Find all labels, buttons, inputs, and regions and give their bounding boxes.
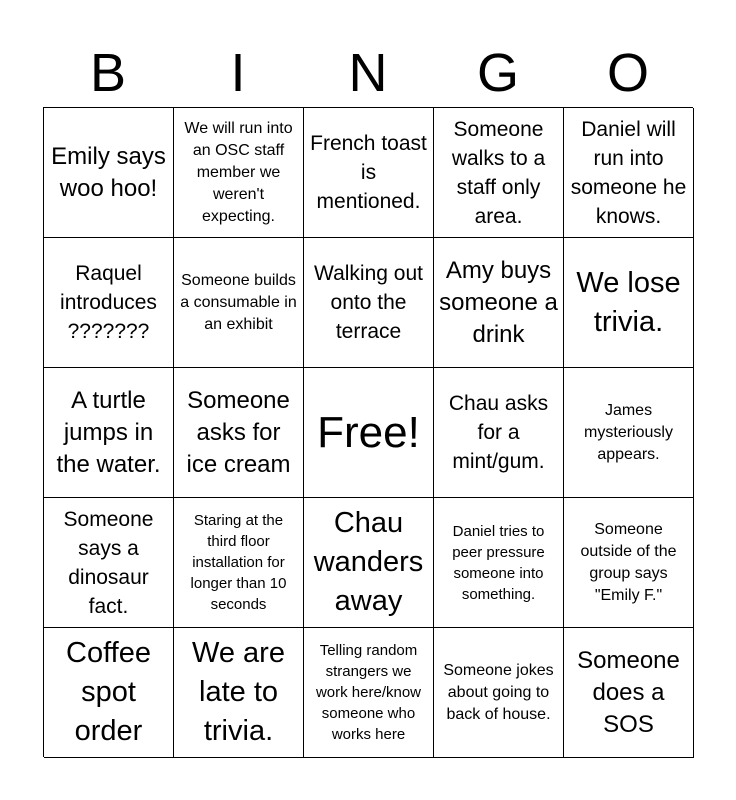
bingo-cell[interactable] (304, 238, 434, 368)
cell-text: Daniel tries to peer pressure someone into something. (452, 522, 545, 603)
cell-text: Someone outside of the group says "Emily F." (580, 520, 677, 604)
header-letter-b: B (89, 43, 127, 103)
cell-text: Someone says a dinosaur fact. (63, 507, 154, 618)
bingo-cell[interactable] (44, 368, 174, 498)
cell-text: French toast is mentioned. (310, 132, 427, 213)
cell-text: Amy buys someone a drink (439, 256, 558, 348)
bingo-cell[interactable] (44, 498, 174, 628)
bingo-cell[interactable] (304, 498, 434, 628)
free-space-text: Free! (317, 407, 420, 457)
free-space-cell[interactable] (304, 368, 434, 498)
cell-text: Daniel will run into someone he knows. (570, 117, 687, 228)
cell-text: A turtle jumps in the water. (56, 386, 161, 478)
bingo-cell[interactable] (564, 498, 694, 628)
bingo-cell[interactable] (44, 108, 174, 238)
bingo-cell[interactable] (564, 108, 694, 238)
cell-text: Chau wanders away (313, 507, 424, 617)
bingo-cell[interactable] (304, 628, 434, 758)
header-letter-o: O (606, 43, 649, 103)
bingo-cell[interactable] (174, 498, 304, 628)
cell-text: We will run into an OSC staff member we weren't expecting. (184, 119, 293, 225)
bingo-cell[interactable] (174, 238, 304, 368)
header-letter-g: G (476, 43, 519, 103)
bingo-cell[interactable] (44, 628, 174, 758)
bingo-cell[interactable] (174, 368, 304, 498)
bingo-grid (43, 107, 693, 757)
bingo-cell[interactable] (564, 238, 694, 368)
bingo-cell[interactable] (434, 108, 564, 238)
bingo-cell[interactable] (174, 628, 304, 758)
cell-text: Emily says woo hoo! (51, 142, 166, 202)
bingo-cell[interactable] (434, 498, 564, 628)
bingo-cell[interactable] (44, 238, 174, 368)
cell-text: Walking out onto the terrace (314, 262, 423, 343)
bingo-header (43, 40, 693, 106)
cell-text: We are late to trivia. (192, 637, 285, 747)
bingo-cell[interactable] (174, 108, 304, 238)
cell-text: Someone walks to a staff only area. (451, 117, 546, 228)
cell-text: Staring at the third floor installation for longer than 10 seconds (190, 512, 287, 613)
cell-text: Telling random strangers we work here/know someone who works here (315, 642, 422, 743)
bingo-cell[interactable] (304, 108, 434, 238)
bingo-cell[interactable] (564, 628, 694, 758)
cell-text: Coffee spot order (66, 637, 151, 747)
bingo-cell[interactable] (434, 628, 564, 758)
bingo-cell[interactable] (434, 238, 564, 368)
cell-text: Someone builds a consumable in an exhibit (180, 271, 297, 333)
cell-text: Someone asks for ice cream (186, 386, 291, 478)
cell-text: Raquel introduces ??????? (60, 262, 157, 343)
cell-text: Someone does a SOS (577, 646, 680, 738)
bingo-cell[interactable] (434, 368, 564, 498)
cell-text: Chau asks for a mint/gum. (448, 392, 549, 473)
cell-text: Someone jokes about going to back of house. (443, 661, 554, 723)
cell-text: We lose trivia. (576, 266, 681, 338)
header-letter-i: I (230, 43, 246, 103)
header-letter-n: N (348, 43, 388, 103)
cell-text: James mysteriously appears. (584, 401, 673, 463)
bingo-cell[interactable] (564, 368, 694, 498)
